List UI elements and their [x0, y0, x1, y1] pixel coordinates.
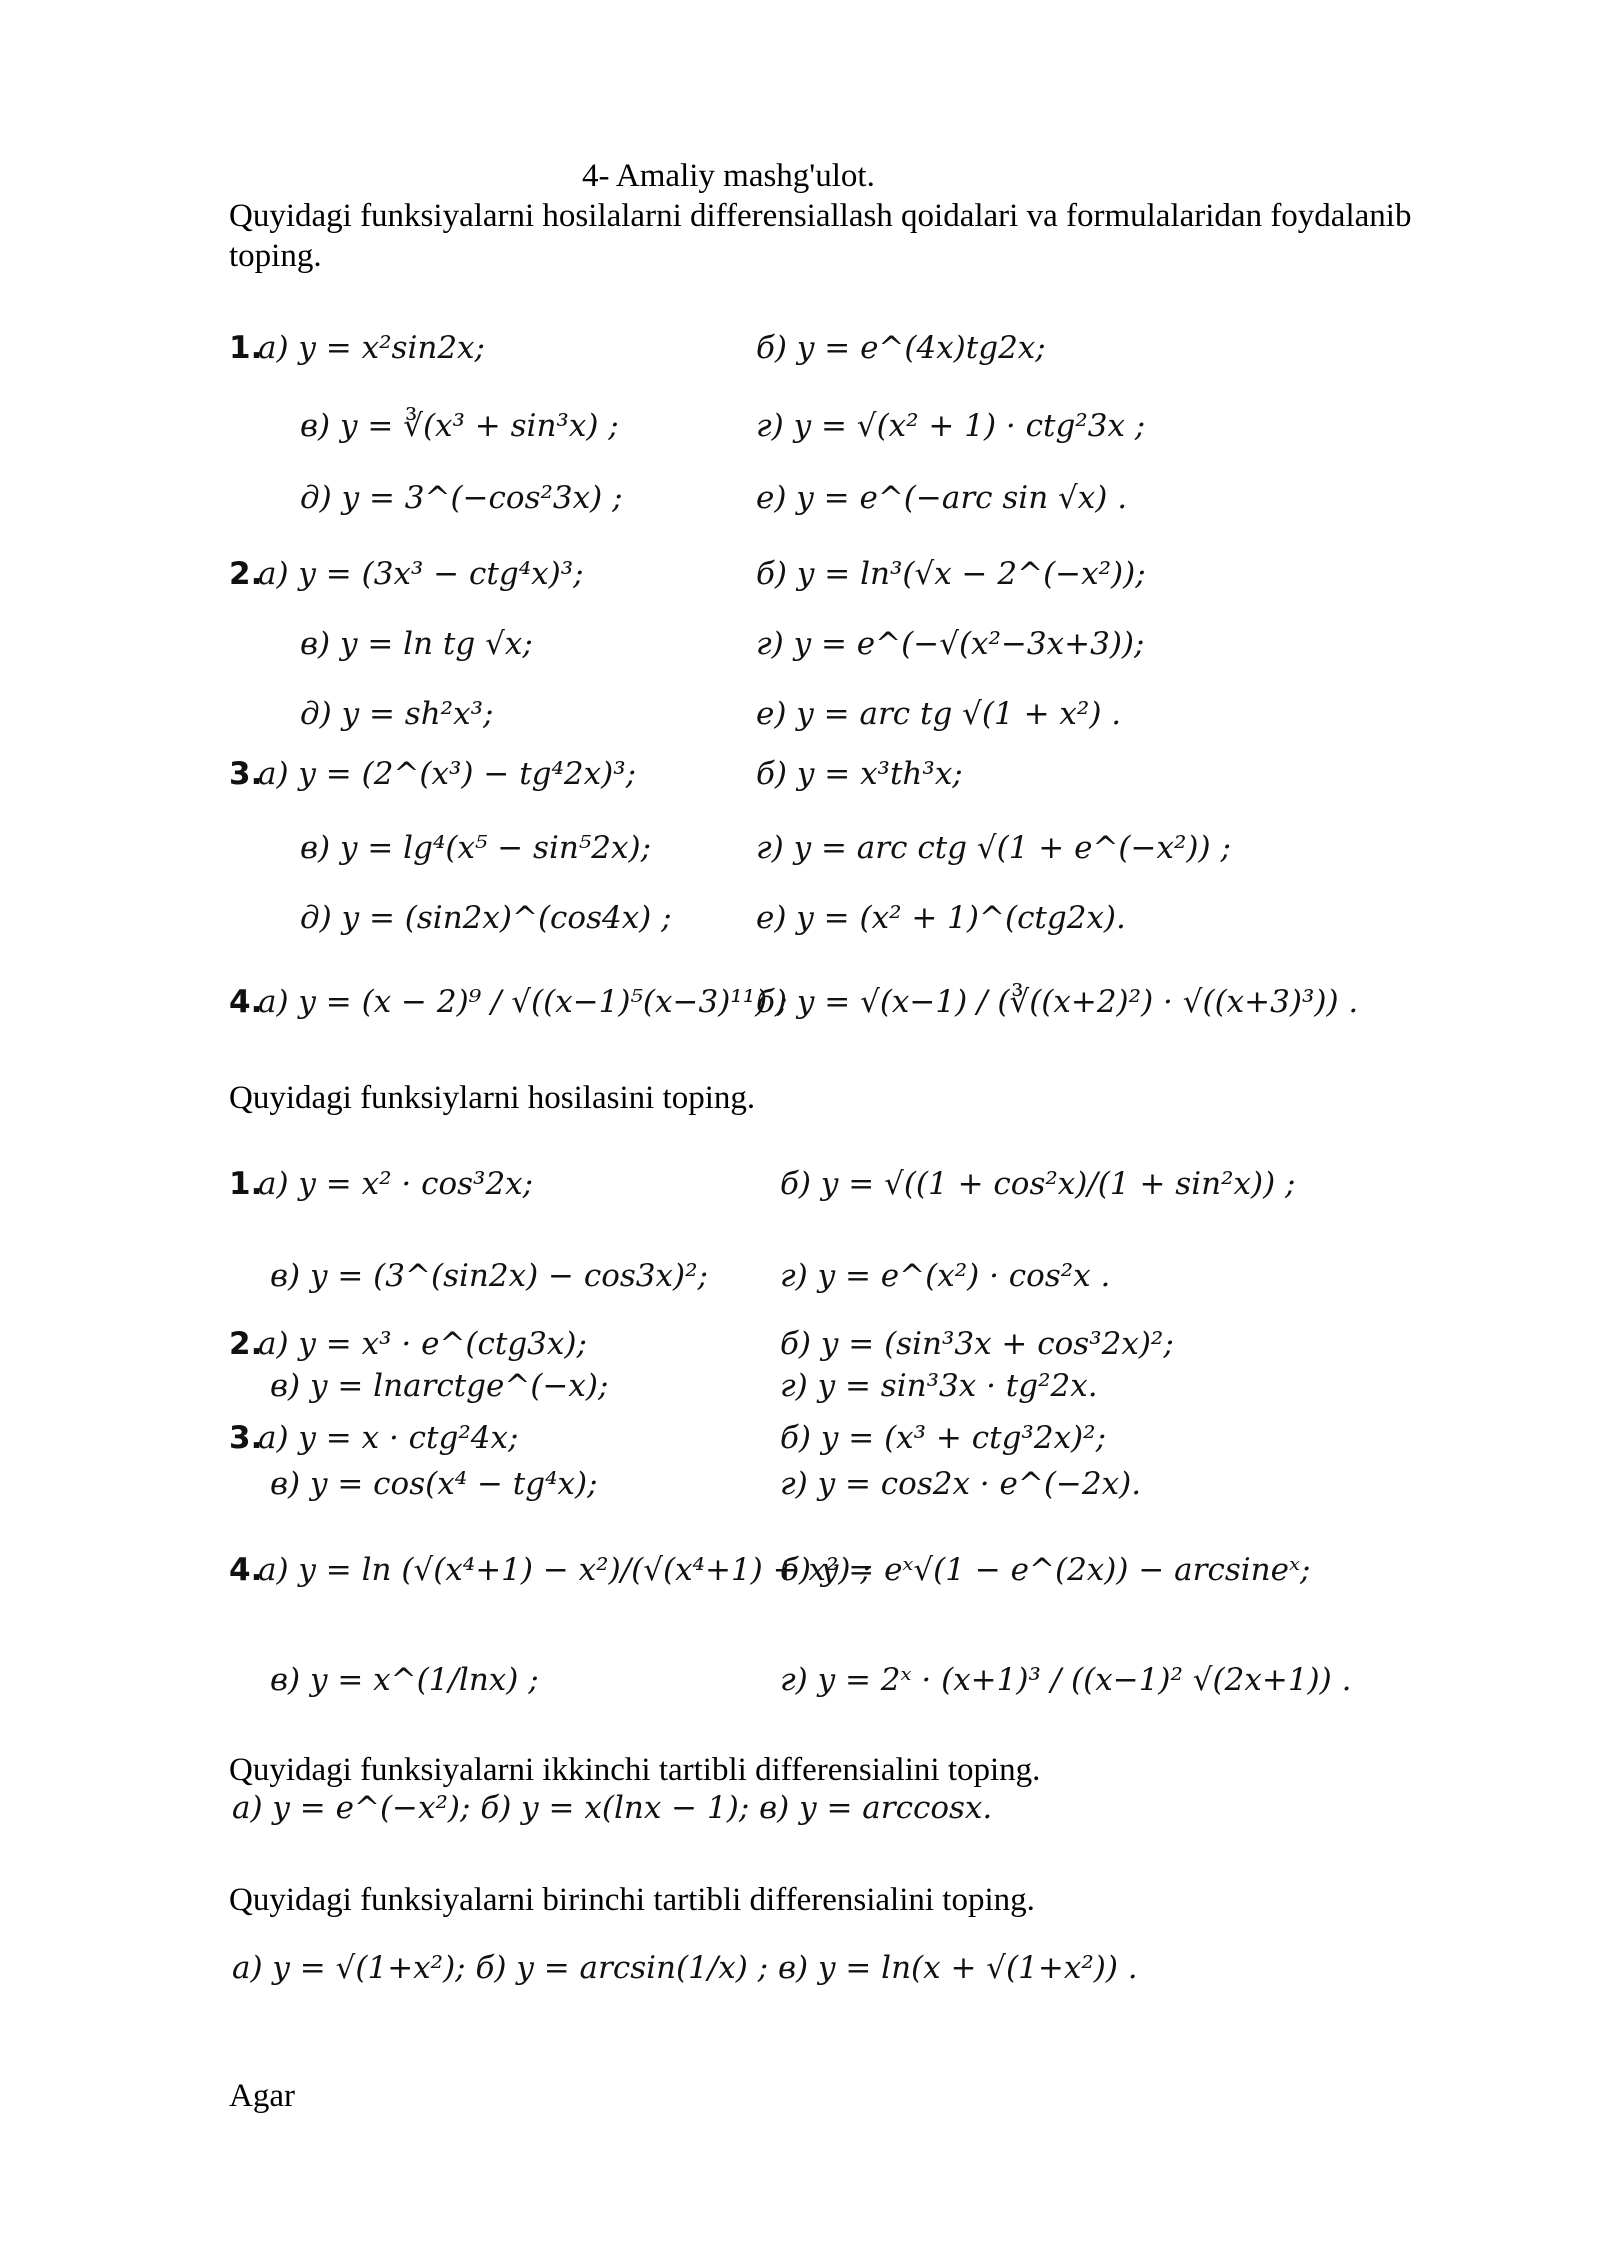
- p1-row-1-a: а) y = x²sin2x;: [258, 330, 485, 366]
- p2-row-7-b: б) y = eˣ√(1 − e^(2x)) − arcsineˣ;: [780, 1552, 1311, 1588]
- p1-row-8-b: г) y = arc ctg √(1 + e^(−x²)) ;: [756, 830, 1231, 866]
- page-title: 4- Amaliy mashg'ulot.: [582, 158, 875, 194]
- p2-row-5-b: б) y = (x³ + ctg³2x)²;: [780, 1420, 1107, 1456]
- part4-formulas: а) y = √(1+x²); б) y = arcsin(1/x) ; в) y = ln(x + √(1+x²)) .: [232, 1950, 1138, 1986]
- p2-row-4-b: г) y = sin³3x · tg²2x.: [780, 1368, 1098, 1404]
- section-2-heading: Quyidagi funksiylarni hosilasini toping.: [229, 1080, 756, 1116]
- p1-row-9-a: д) y = (sin2x)^(cos4x) ;: [300, 900, 672, 936]
- p1-row-7-b: б) y = x³th³x;: [756, 756, 963, 792]
- p2-row-7-a: а) y = ln (√(x⁴+1) − x²)/(√(x⁴+1) + x²) ;: [258, 1552, 871, 1588]
- p1-row-10-a: а) y = (x − 2)⁹ / √((x−1)⁵(x−3)¹¹) ;: [258, 984, 788, 1020]
- p1-row-3-a: д) y = 3^(−cos²3x) ;: [300, 480, 623, 516]
- p1-row-4-a: а) y = (3x³ − ctg⁴x)³;: [258, 556, 584, 592]
- p2-row-3-b: б) y = (sin³3x + cos³2x)²;: [780, 1326, 1174, 1362]
- p1-row-8-a: в) y = lg⁴(x⁵ − sin⁵2x);: [300, 830, 652, 866]
- p1-row-7-a: а) y = (2^(x³) − tg⁴2x)³;: [258, 756, 637, 792]
- p2-row-6-a: в) y = cos(x⁴ − tg⁴x);: [270, 1466, 598, 1502]
- p1-row-9-b: е) y = (x² + 1)^(ctg2x).: [756, 900, 1126, 936]
- p1-row-4-num: 2.: [229, 556, 263, 592]
- p1-row-5-a: в) y = ln tg √x;: [300, 626, 533, 662]
- p1-row-2-a: в) y = ∛(x³ + sin³x) ;: [300, 408, 619, 444]
- p1-row-6-a: д) y = sh²x³;: [300, 696, 494, 732]
- p2-row-5-num: 3.: [229, 1420, 263, 1456]
- p1-row-4-b: б) y = ln³(√x − 2^(−x²));: [756, 556, 1146, 592]
- p2-row-4-a: в) y = lnarctge^(−x);: [270, 1368, 609, 1404]
- p2-row-6-b: г) y = cos2x · e^(−2x).: [780, 1466, 1142, 1502]
- p1-row-10-num: 4.: [229, 984, 263, 1020]
- p2-row-5-a: а) y = x · ctg²4x;: [258, 1420, 519, 1456]
- p2-row-1-num: 1.: [229, 1166, 263, 1202]
- p2-row-8-a: в) y = x^(1/lnx) ;: [270, 1662, 539, 1698]
- p2-row-2-a: в) y = (3^(sin2x) − cos3x)²;: [270, 1258, 708, 1294]
- p2-row-3-a: а) y = x³ · e^(ctg3x);: [258, 1326, 587, 1362]
- footer-text: Agar: [229, 2078, 295, 2114]
- p1-row-1-b: б) y = e^(4x)tg2x;: [756, 330, 1046, 366]
- p1-row-2-b: г) y = √(x² + 1) · ctg²3x ;: [756, 408, 1146, 444]
- p1-row-6-b: е) y = arc tg √(1 + x²) .: [756, 696, 1122, 732]
- p1-row-5-b: г) y = e^(−√(x²−3x+3));: [756, 626, 1145, 662]
- p1-row-3-b: е) y = e^(−arc sin √x) .: [756, 480, 1128, 516]
- p2-row-7-num: 4.: [229, 1552, 263, 1588]
- p1-row-10-b: б) y = √(x−1) / (∛((x+2)²) · √((x+3)³)) .: [756, 984, 1359, 1020]
- section-4-heading: Quyidagi funksiyalarni birinchi tartibli differensialini toping.: [229, 1882, 1035, 1918]
- p2-row-1-a: а) y = x² · cos³2x;: [258, 1166, 534, 1202]
- p2-row-2-b: г) y = e^(x²) · cos²x .: [780, 1258, 1111, 1294]
- p2-row-3-num: 2.: [229, 1326, 263, 1362]
- p1-row-7-num: 3.: [229, 756, 263, 792]
- p2-row-1-b: б) y = √((1 + cos²x)/(1 + sin²x)) ;: [780, 1166, 1296, 1202]
- part3-formulas: а) y = e^(−x²); б) y = x(lnx − 1); в) y = arccosx.: [232, 1790, 993, 1826]
- intro-text: Quyidagi funksiyalarni hosilalarni differensiallash qoidalari va formulalaridan foydalanib toping.: [229, 198, 1412, 274]
- section-3-heading: Quyidagi funksiyalarni ikkinchi tartibli differensialini toping.: [229, 1752, 1041, 1788]
- p1-row-1-num: 1.: [229, 330, 263, 366]
- p2-row-8-b: г) y = 2ˣ · (x+1)³ / ((x−1)² √(2x+1)) .: [780, 1662, 1352, 1698]
